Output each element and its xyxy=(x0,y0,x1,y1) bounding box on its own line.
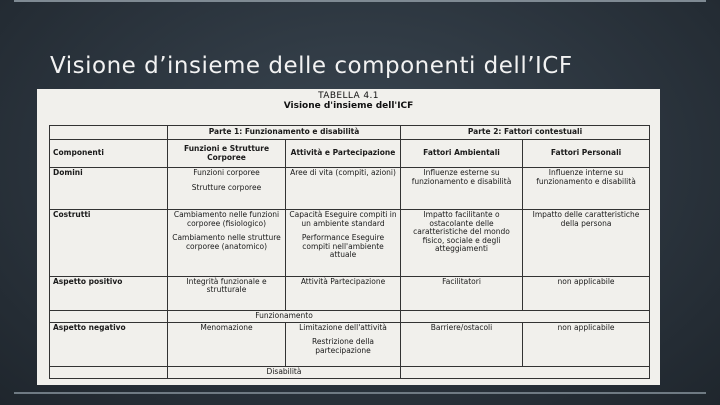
bottom-divider xyxy=(14,392,706,394)
corner-cell xyxy=(50,126,168,140)
costrutti-activity xyxy=(286,210,401,276)
domini-body-functions: Funzioni corporee xyxy=(193,168,260,178)
col-personal: Fattori Personali xyxy=(523,140,650,168)
negativo-pers: non applicabile xyxy=(523,322,650,366)
row-costrutti-label: Costrutti xyxy=(50,210,168,276)
row-positivo-label: Aspetto positivo xyxy=(50,276,168,310)
col-components: Componenti xyxy=(50,140,168,168)
top-divider xyxy=(14,0,706,2)
negativo-restriction: Restrizione della partecipazione xyxy=(312,337,375,355)
table-number: TABELLA 4.1 xyxy=(318,91,379,101)
positivo-env: Facilitatori xyxy=(401,276,523,310)
part2-header: Parte 2: Fattori contestuali xyxy=(401,126,650,140)
positivo-activity: Attività Partecipazione xyxy=(286,276,401,310)
costrutti-pers: Impatto delle caratteristiche della persona xyxy=(523,210,650,276)
col-activity: Attività e Partecipazione xyxy=(286,140,401,168)
positivo-body: Integrità funzionale e strutturale xyxy=(168,276,286,310)
costrutti-env: Impatto facilitante o ostacolante delle caratteristiche del mondo fisico, sociale e degli atteggiamenti xyxy=(401,210,523,276)
col-body-functions: Funzioni e Strutture Corporee xyxy=(168,140,286,168)
negativo-body: Menomazione xyxy=(168,322,286,366)
costrutti-capacity: Capacità Eseguire compiti in un ambiente standard xyxy=(289,210,397,228)
domini-pers: Influenze interne su funzionamento e disabilità xyxy=(523,168,650,210)
span-blank-2 xyxy=(401,310,650,322)
span-blank-1 xyxy=(50,310,168,322)
costrutti-body-functions: Cambiamento nelle funzioni corporee (fisiologico) xyxy=(173,210,280,228)
domini-env: Influenze esterne su funzionamento e disabilità xyxy=(401,168,523,210)
costrutti-body-structures: Cambiamento nelle strutture corporee (anatomico) xyxy=(172,233,281,251)
span-funzionamento: Funzionamento xyxy=(168,310,401,322)
domini-body-structures: Strutture corporee xyxy=(191,182,262,192)
costrutti-performance: Performance Eseguire compiti nell'ambiente attuale xyxy=(301,233,385,260)
col-environmental: Fattori Ambientali xyxy=(401,140,523,168)
row-negativo-label: Aspetto negativo xyxy=(50,322,168,366)
span-blank-3 xyxy=(50,366,168,378)
negativo-activity xyxy=(286,322,401,366)
negativo-limitation: Limitazione dell'attività xyxy=(299,322,387,332)
span-disabilita: Disabilità xyxy=(168,366,401,378)
span-blank-4 xyxy=(401,366,650,378)
slide-title: Visione d’insieme delle componenti dell’ICF xyxy=(50,53,573,79)
domini-activity: Aree di vita (compiti, azioni) xyxy=(286,168,401,210)
scanned-table-image xyxy=(37,89,660,385)
table-title: Visione d'insieme dell'ICF xyxy=(283,101,414,111)
positivo-pers: non applicabile xyxy=(523,276,650,310)
domini-body xyxy=(168,168,286,210)
costrutti-body xyxy=(168,210,286,276)
row-domini-label: Domini xyxy=(50,168,168,210)
icf-table xyxy=(49,125,649,379)
negativo-env: Barriere/ostacoli xyxy=(401,322,523,366)
part1-header: Parte 1: Funzionamento e disabilità xyxy=(168,126,401,140)
